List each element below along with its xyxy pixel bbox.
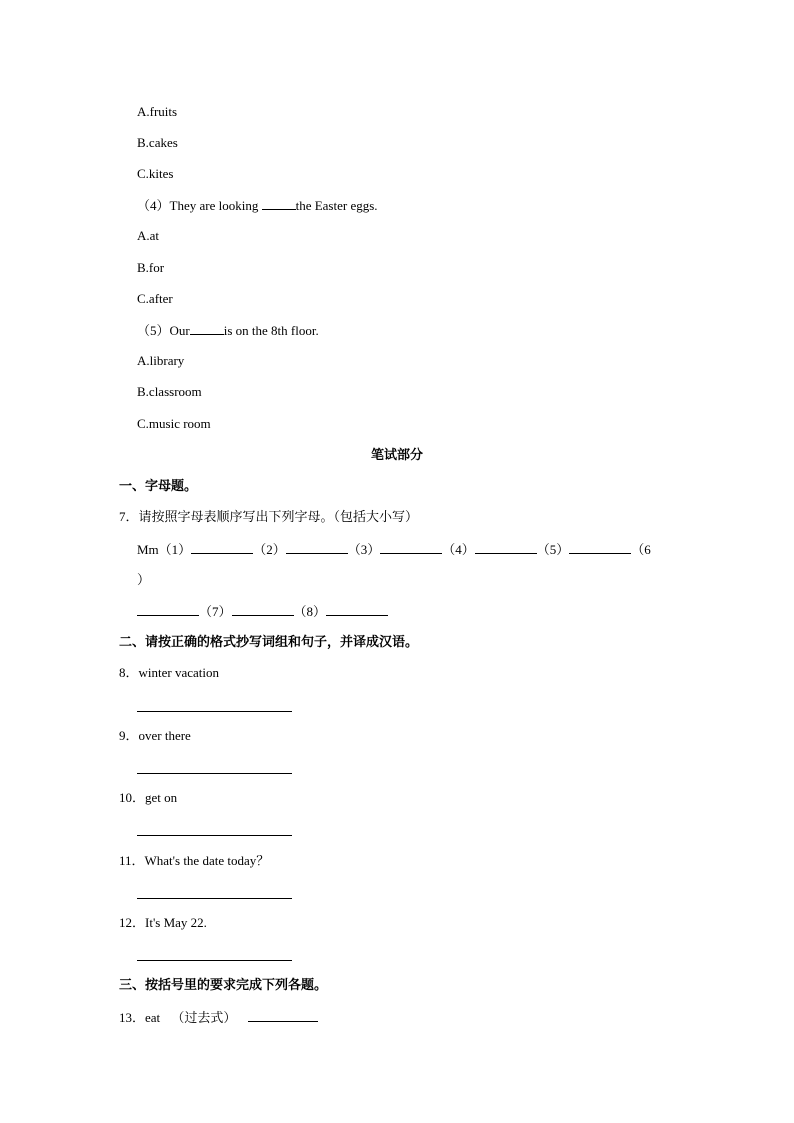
blank-label: （4） <box>442 542 475 557</box>
option-a: A.fruits <box>137 104 178 119</box>
wrapped-paren: ） <box>137 572 151 587</box>
option-a: A.library <box>137 353 185 368</box>
start-letters: Mm <box>137 542 159 557</box>
question-text-after: is on the 8th floor. <box>223 323 319 338</box>
answer-line[interactable] <box>137 960 292 961</box>
written-part-title: 笔试部分 <box>370 447 423 462</box>
answer-blank[interactable] <box>286 541 348 554</box>
option-c: C.kites <box>137 166 174 181</box>
question-number: 13．eat <box>119 1010 161 1025</box>
section-3-heading: 三、按括号里的要求完成下列各题。 <box>119 977 328 992</box>
question-11: 11．What's the date today？ <box>119 853 270 868</box>
option-c: C.after <box>137 291 173 306</box>
question-5 <box>137 322 319 339</box>
option-b: B.for <box>137 260 165 275</box>
answer-blank[interactable] <box>232 603 294 616</box>
answer-blank[interactable] <box>262 197 296 210</box>
blank-label: （5） <box>536 542 570 557</box>
question-text-before: They are looking <box>169 198 262 213</box>
question-hint: （过去式） <box>171 1010 237 1025</box>
question-12: 12．It's May 22. <box>119 915 207 930</box>
letter-sequence-row-2 <box>137 603 388 620</box>
answer-line[interactable] <box>137 835 292 836</box>
answer-blank[interactable] <box>326 603 388 616</box>
option-b: B.cakes <box>137 135 178 150</box>
option-c: C.music room <box>137 416 211 431</box>
question-13 <box>119 1009 318 1026</box>
answer-line[interactable] <box>137 898 292 899</box>
answer-line[interactable] <box>137 773 292 774</box>
question-text-after: the Easter eggs. <box>295 198 378 213</box>
question-number: （5） <box>137 323 170 338</box>
blank-label: （1） <box>158 542 192 557</box>
blank-label: （6 <box>631 542 651 557</box>
letter-sequence-row <box>137 541 651 558</box>
question-9: 9．over there <box>119 728 191 743</box>
section-2-heading: 二、请按正确的格式抄写词组和句子，并译成汉语。 <box>119 634 419 649</box>
answer-blank[interactable] <box>380 541 442 554</box>
option-a: A.at <box>137 228 160 243</box>
blank-label: （3） <box>347 542 381 557</box>
question-8: 8．winter vacation <box>119 665 219 680</box>
blank-label: （8） <box>293 604 327 619</box>
answer-blank[interactable] <box>248 1009 318 1022</box>
question-4 <box>137 197 378 214</box>
question-number: （4） <box>137 198 170 213</box>
question-7: 7．请按照字母表顺序写出下列字母。（包括大小写） <box>119 509 419 524</box>
answer-blank[interactable] <box>137 603 199 616</box>
answer-blank[interactable] <box>190 322 224 335</box>
answer-line[interactable] <box>137 711 292 712</box>
section-1-heading: 一、字母题。 <box>119 478 198 493</box>
blank-label: （2） <box>253 542 286 557</box>
answer-blank[interactable] <box>569 541 631 554</box>
answer-blank[interactable] <box>191 541 253 554</box>
question-text-before: Our <box>169 323 190 338</box>
question-10: 10．get on <box>119 790 178 805</box>
blank-label: （7） <box>199 604 232 619</box>
answer-blank[interactable] <box>475 541 537 554</box>
option-b: B.classroom <box>137 384 202 399</box>
